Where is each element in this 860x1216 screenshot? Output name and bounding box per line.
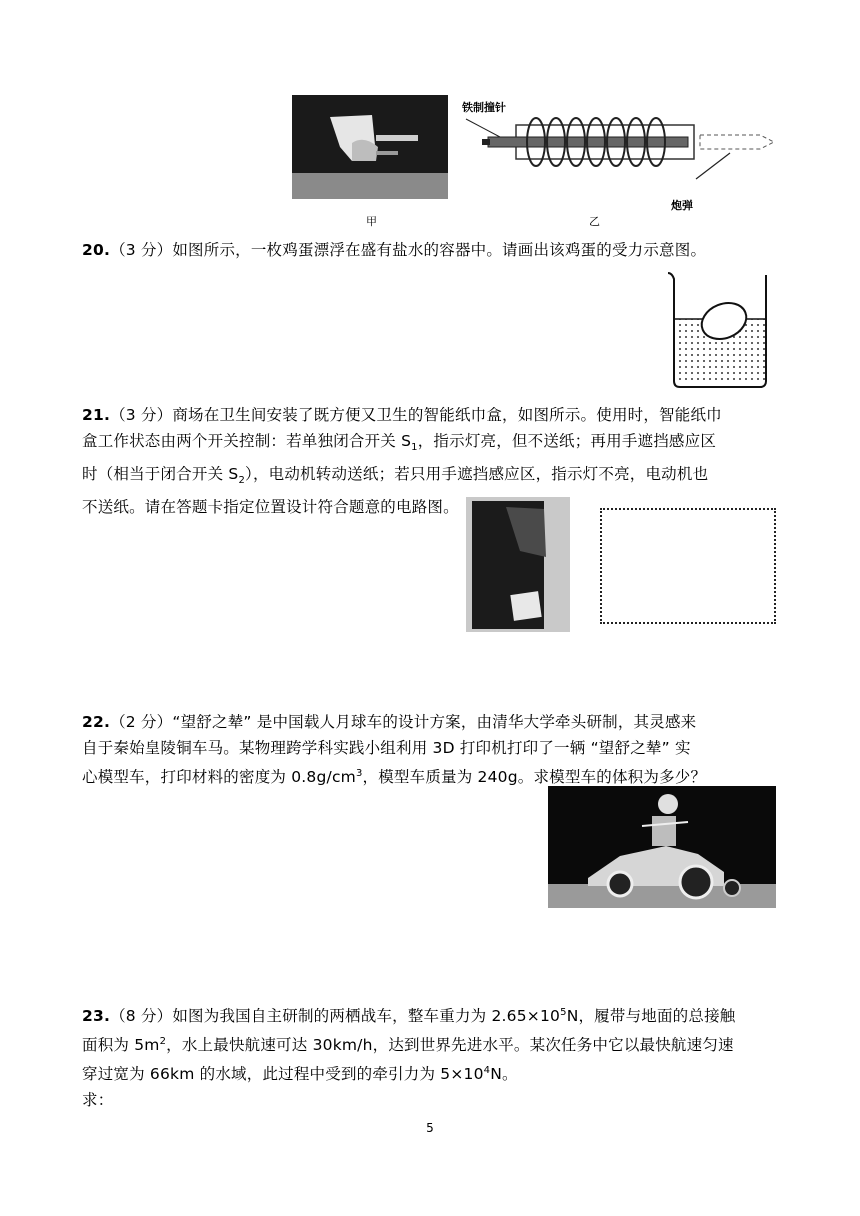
- answer-box-dashed: [600, 508, 776, 624]
- figure-yi-diagram: [460, 95, 780, 220]
- question-23: 23.（8 分）如图为我国自主研制的两栖战车，整车重力为 $2.65\times 10^5N$，履带与地面的总接触 面积为 $5m^2$，水上最快航速可达 30km/h，达到世界先进水平。某次任务中它以最快航速匀速 穿过宽为 66km 的水域，此过程中受到的牵引力为 $5\times 10^4N$。 求：: [82, 1007, 736, 1110]
- question-number: 20.: [82, 241, 111, 259]
- question-number: 21.: [82, 406, 111, 424]
- question-20: [82, 237, 782, 263]
- question-number: 22.: [82, 713, 111, 731]
- question-21: 21.（3 分）商场在卫生间安装了既方便又卫生的智能纸巾盒，如图所示。使用时，智能纸巾 盒工作状态由两个开关控制：若单独闭合开关 $S_1$，指示灯亮，但不送纸；再用手遮挡感应区 时（相当于闭合开关 $S_2$），电动机转动送纸；若只用手遮挡感应区，指示灯不亮，电动机也 不送纸。请在答题卡指定位置设计符合题意的电路图。: [82, 406, 722, 517]
- figure-lunar-rover-photo: [548, 786, 776, 908]
- question-score: （3 分）: [110, 406, 173, 424]
- question-22: 22.（2 分）“望舒之辇” 是中国载人月球车的设计方案，由清华大学牵头研制，其灵感来 自于秦始皇陵铜车马。某物理跨学科实践小组利用 3D 打印机打印了一辆 “望舒之辇” 实 心模型车，打印材料的密度为 $0.8g/cm^3$，模型车质量为 240g。求模型车的体积为多少？: [82, 713, 707, 787]
- figure-yi-shell-label: 炮弹: [671, 199, 693, 212]
- question-score: （3 分）: [110, 241, 173, 259]
- question-score: （8 分）: [110, 1007, 173, 1026]
- figure-egg-beaker: [660, 269, 780, 393]
- figure-yi-rod-label: 铁制撞针: [462, 101, 506, 114]
- question-text: 如图所示，一枚鸡蛋漂浮在盛有盐水的容器中。请画出该鸡蛋的受力示意图。: [172, 241, 707, 259]
- figure-jia-photo: [292, 95, 448, 199]
- page-number: 5: [426, 1121, 434, 1135]
- question-number: 23.: [82, 1007, 111, 1026]
- question-score: （2 分）: [110, 713, 173, 731]
- figure-yi-label: 乙: [589, 215, 600, 228]
- figure-tissue-box-photo: [466, 497, 570, 632]
- figure-jia-label: 甲: [366, 215, 377, 228]
